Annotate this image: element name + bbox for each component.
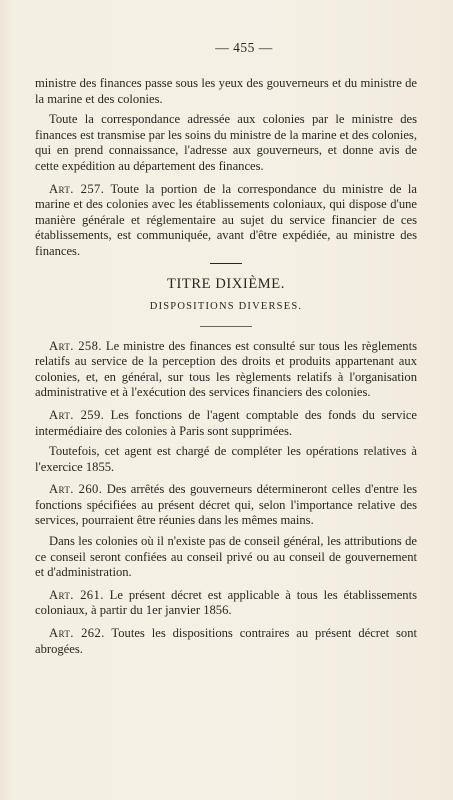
section-ornament <box>210 263 242 264</box>
section-title: TITRE DIXIÈME. <box>167 275 285 292</box>
article-258 <box>35 339 417 401</box>
article-261 <box>35 588 417 619</box>
article-260-text: Des arrêtés des gouverneurs détermineront celles d'entre les fonctions spécifiées au présent décret qui, selon l'importance relative des services, pourraient être réunies dans les mêmes mains. <box>35 482 417 528</box>
article-259-paragraph-2: Toutefois, cet agent est chargé de compléter les opérations relatives à l'exercice 1855. <box>35 444 417 474</box>
article-262 <box>35 626 417 657</box>
article-262-label: Art. 262. <box>49 626 105 641</box>
section-rule <box>200 326 252 327</box>
paragraph-continued: ministre des finances passe sous les yeux des gouverneurs et du ministre de la marine et des colonies. <box>35 76 417 106</box>
page-number: — 455 — <box>215 40 273 55</box>
article-258-text: Le ministre des finances est consulté sur tous les règlements relatifs au service de la perception des droits et produits appartenant aux colonies, et, en général, sur tous les règlements relatifs à l'organisation administrative et à l'exécution des services financiers des colonies. <box>35 338 417 400</box>
article-260 <box>35 482 417 529</box>
article-262-text: Toutes les dispositions contraires au présent décret sont abrogées. <box>35 626 417 656</box>
article-259-label: Art. 259. <box>49 407 105 422</box>
article-261-label: Art. 261. <box>49 587 104 602</box>
article-261-text: Le présent décret est applicable à tous les établissements coloniaux, à partir du 1er janvier 1856. <box>35 587 417 618</box>
article-259 <box>35 408 417 439</box>
article-257 <box>35 182 417 260</box>
article-258-label: Art. 258. <box>49 338 102 353</box>
article-257-text: Toute la portion de la correspondance du ministre de la marine et des colonies avec les établissements coloniaux, qui dispose d'une manière générale et réglementaire au sujet du service financier de ces établissements, est communiquée, avant d'être expédiée, au ministre des finances. <box>35 181 417 258</box>
section-subtitle: DISPOSITIONS DIVERSES. <box>149 300 303 312</box>
article-260-label: Art. 260. <box>49 482 103 497</box>
article-259-text: Les fonctions de l'agent comptable des fonds du service intermédiaire des colonies à Paris sont supprimées. <box>35 407 417 438</box>
paragraph-correspondence: Toute la correspondance adressée aux colonies par le ministre des finances est transmise par les soins du ministre de la marine et des colonies, qui en prend connaissance, l'adresse aux gouverneurs, et donne avis de cette expédition au département des finances. <box>35 112 417 173</box>
article-257-label: Art. 257. <box>49 181 105 196</box>
article-260-paragraph-2: Dans les colonies où il n'existe pas de conseil général, les attributions de ce conseil seront confiées au conseil privé ou au conseil de gouvernement et d'administration. <box>35 534 417 580</box>
